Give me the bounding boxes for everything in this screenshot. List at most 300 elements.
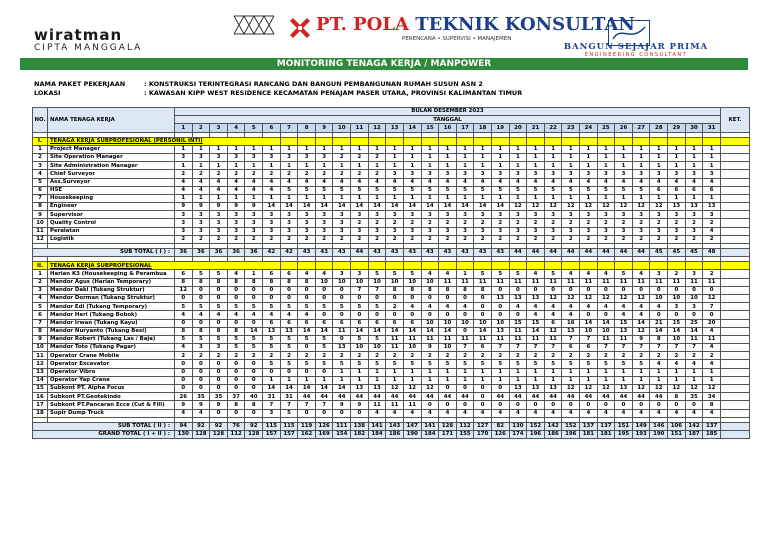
day-count: 2 — [544, 352, 562, 360]
day-count: 3 — [615, 170, 633, 178]
day-count: 1 — [386, 194, 404, 202]
day-count: 10 — [668, 335, 686, 343]
bsp-name: BANGUN SEJAJAR PRIMA — [563, 42, 709, 52]
day-count: 11 — [509, 327, 527, 335]
day-count: 3 — [298, 227, 316, 235]
day-count: 5 — [615, 360, 633, 368]
day-count: 5 — [386, 270, 404, 278]
day-count: 0 — [227, 376, 245, 384]
worker-name: Engineer — [48, 203, 175, 211]
day-count: 3 — [333, 219, 351, 227]
worker-name: Mandor Nuryanto (Tukang Besi) — [48, 327, 175, 335]
subtotal-value: 48 — [703, 249, 721, 257]
day-count: 2 — [298, 170, 316, 178]
day-header: 26 — [615, 124, 633, 132]
day-count: 5 — [403, 186, 421, 194]
day-count: 3 — [439, 211, 457, 219]
day-count: 13 — [668, 203, 686, 211]
day-count: 1 — [263, 162, 281, 170]
day-count: 0 — [175, 376, 193, 384]
grand-total-value: 155 — [456, 430, 474, 438]
day-count: 1 — [368, 376, 386, 384]
day-count: 2 — [280, 352, 298, 360]
day-count: 2 — [421, 219, 439, 227]
row-number: 4 — [33, 170, 48, 178]
row-number: 10 — [33, 219, 48, 227]
day-count: 1 — [386, 153, 404, 161]
day-count: 26 — [175, 393, 193, 401]
day-count: 2 — [527, 235, 545, 243]
day-count: 11 — [333, 327, 351, 335]
row-number: 17 — [33, 401, 48, 409]
day-count: 0 — [580, 401, 598, 409]
day-count: 1 — [456, 194, 474, 202]
day-count: 6 — [315, 319, 333, 327]
day-count: 0 — [439, 385, 457, 393]
day-count: 4 — [333, 178, 351, 186]
day-count: 44 — [650, 393, 668, 401]
day-count: 3 — [527, 170, 545, 178]
day-count: 11 — [685, 278, 703, 286]
day-count: 5 — [421, 360, 439, 368]
date-header: TANGGAL — [175, 116, 721, 124]
day-count: 4 — [562, 303, 580, 311]
section-title: TENAGA KERJA SUBPROFESIONAL (PERSONIL INTI) — [48, 137, 281, 145]
day-count: 9 — [227, 203, 245, 211]
day-count: 1 — [421, 376, 439, 384]
day-count: 3 — [580, 211, 598, 219]
day-count: 5 — [421, 186, 439, 194]
section-ket — [721, 262, 750, 270]
day-count: 0 — [509, 401, 527, 409]
row-ket — [721, 303, 750, 311]
day-count: 8 — [227, 278, 245, 286]
grand-total-value: 128 — [192, 430, 210, 438]
row-number: 9 — [33, 211, 48, 219]
day-count: 3 — [263, 153, 281, 161]
day-count: 2 — [351, 235, 369, 243]
day-count: 0 — [333, 409, 351, 417]
day-count: 12 — [175, 286, 193, 294]
day-count: 3 — [351, 211, 369, 219]
row-number: 7 — [33, 319, 48, 327]
day-count: 12 — [386, 385, 404, 393]
day-count: 0 — [227, 385, 245, 393]
day-count: 1 — [245, 270, 263, 278]
day-count: 1 — [668, 162, 686, 170]
day-count: 1 — [597, 162, 615, 170]
day-count: 9 — [632, 335, 650, 343]
row-ket — [721, 170, 750, 178]
day-count: 1 — [580, 145, 598, 153]
day-count: 1 — [544, 153, 562, 161]
day-count: 14 — [403, 203, 421, 211]
day-count: 10 — [685, 294, 703, 302]
day-count: 3 — [263, 409, 281, 417]
day-count: 0 — [597, 401, 615, 409]
day-count: 3 — [509, 211, 527, 219]
day-count: 3 — [597, 211, 615, 219]
day-count: 3 — [597, 170, 615, 178]
day-count: 12 — [703, 294, 721, 302]
section-cell — [491, 137, 509, 145]
day-count: 2 — [227, 170, 245, 178]
day-count: 10 — [333, 278, 351, 286]
day-count: 0 — [456, 401, 474, 409]
subtotal-value: 115 — [263, 422, 281, 430]
day-count: 3 — [668, 303, 686, 311]
day-count: 1 — [668, 368, 686, 376]
day-count: 2 — [597, 235, 615, 243]
day-count: 13 — [491, 294, 509, 302]
day-count: 0 — [668, 401, 686, 409]
day-count: 0 — [386, 294, 404, 302]
subtotal-value: 43 — [386, 249, 404, 257]
day-count: 2 — [597, 219, 615, 227]
row-number: 2 — [33, 153, 48, 161]
day-header: 31 — [703, 124, 721, 132]
day-count: 4 — [544, 178, 562, 186]
day-count: 2 — [245, 170, 263, 178]
day-count: 4 — [175, 311, 193, 319]
subtotal-value: 45 — [668, 249, 686, 257]
day-count: 1 — [333, 162, 351, 170]
day-count: 10 — [368, 278, 386, 286]
day-count: 14 — [403, 327, 421, 335]
day-count: 10 — [403, 278, 421, 286]
day-count: 3 — [685, 211, 703, 219]
day-count: 1 — [509, 194, 527, 202]
day-count: 0 — [544, 286, 562, 294]
day-count: 5 — [580, 360, 598, 368]
day-count: 0 — [280, 368, 298, 376]
grand-total-value: 182 — [351, 430, 369, 438]
day-count: 0 — [632, 401, 650, 409]
day-count: 3 — [210, 219, 228, 227]
section-cell — [421, 262, 439, 270]
grand-total-row — [33, 430, 750, 438]
day-count: 4 — [439, 303, 457, 311]
grand-total-value: 157 — [263, 430, 281, 438]
day-count: 11 — [597, 278, 615, 286]
day-count: 0 — [315, 368, 333, 376]
day-count: 4 — [280, 178, 298, 186]
day-count: 12 — [650, 385, 668, 393]
day-count: 12 — [403, 385, 421, 393]
day-count: 5 — [597, 360, 615, 368]
subtotal-value: 36 — [210, 249, 228, 257]
day-count: 5 — [298, 303, 316, 311]
day-count: 7 — [668, 344, 686, 352]
day-count: 13 — [333, 344, 351, 352]
day-count: 3 — [351, 270, 369, 278]
day-count: 0 — [456, 311, 474, 319]
day-count: 11 — [632, 278, 650, 286]
day-count: 0 — [298, 286, 316, 294]
day-count: 11 — [615, 278, 633, 286]
day-count: 20 — [703, 319, 721, 327]
day-count: 14 — [421, 203, 439, 211]
day-count: 1 — [580, 162, 598, 170]
day-count: 3 — [245, 153, 263, 161]
day-count: 3 — [315, 211, 333, 219]
day-count: 5 — [298, 360, 316, 368]
section-cell — [597, 262, 615, 270]
day-count: 1 — [509, 376, 527, 384]
day-count: 1 — [456, 270, 474, 278]
row-ket — [721, 368, 750, 376]
day-count: 0 — [615, 401, 633, 409]
day-count: 2 — [263, 352, 281, 360]
table-row — [33, 393, 750, 401]
day-count: 2 — [685, 235, 703, 243]
day-count: 5 — [280, 186, 298, 194]
row-ket — [721, 194, 750, 202]
row-ket — [721, 235, 750, 243]
row-number: 1 — [33, 145, 48, 153]
worker-name: Mandor Edi (Tukang Temporary) — [48, 303, 175, 311]
day-count: 2 — [245, 352, 263, 360]
day-count: 10 — [403, 344, 421, 352]
day-count: 3 — [597, 227, 615, 235]
day-count: 2 — [315, 235, 333, 243]
day-count: 4 — [263, 186, 281, 194]
day-count: 4 — [703, 409, 721, 417]
day-count: 13 — [703, 203, 721, 211]
day-count: 14 — [439, 203, 457, 211]
red-cross-logo-icon — [290, 18, 310, 38]
day-count: 1 — [245, 145, 263, 153]
day-count: 0 — [351, 409, 369, 417]
day-count: 3 — [403, 211, 421, 219]
subtotal-value: 43 — [298, 249, 316, 257]
day-count: 7 — [351, 286, 369, 294]
day-count: 4 — [439, 178, 457, 186]
day-count: 2 — [632, 235, 650, 243]
day-count: 1 — [210, 162, 228, 170]
day-count: 2 — [192, 170, 210, 178]
day-count: 1 — [263, 145, 281, 153]
day-count: 14 — [315, 327, 333, 335]
section-cell — [333, 137, 351, 145]
day-count: 0 — [245, 368, 263, 376]
grand-total-value: 128 — [210, 430, 228, 438]
day-count: 7 — [491, 344, 509, 352]
day-count: 13 — [263, 327, 281, 335]
day-count: 2 — [333, 352, 351, 360]
day-count: 4 — [192, 186, 210, 194]
day-count: 1 — [368, 162, 386, 170]
day-count: 5 — [456, 360, 474, 368]
day-count: 2 — [509, 235, 527, 243]
day-count: 4 — [315, 178, 333, 186]
subtotal-value: 44 — [580, 249, 598, 257]
day-count: 15 — [668, 319, 686, 327]
day-count: 2 — [491, 352, 509, 360]
day-count: 1 — [650, 145, 668, 153]
day-count: 5 — [333, 186, 351, 194]
day-count: 4 — [527, 409, 545, 417]
day-count: 6 — [544, 319, 562, 327]
day-count: 0 — [192, 385, 210, 393]
day-count: 4 — [562, 409, 580, 417]
section-cell — [386, 137, 404, 145]
day-count: 5 — [192, 335, 210, 343]
table-row — [33, 145, 750, 153]
section-cell — [456, 137, 474, 145]
grand-total-value: 170 — [474, 430, 492, 438]
day-count: 0 — [403, 311, 421, 319]
section-cell — [597, 137, 615, 145]
subtotal-value: 147 — [403, 422, 421, 430]
day-count: 1 — [280, 162, 298, 170]
day-count: 1 — [263, 376, 281, 384]
section-cell — [280, 137, 298, 145]
day-count: 1 — [280, 194, 298, 202]
day-count: 0 — [280, 286, 298, 294]
day-count: 4 — [456, 409, 474, 417]
grand-total-value: 190 — [650, 430, 668, 438]
day-count: 5 — [263, 303, 281, 311]
subtotal-value: 141 — [421, 422, 439, 430]
day-count: 0 — [315, 286, 333, 294]
day-count: 0 — [650, 286, 668, 294]
day-count: 0 — [403, 294, 421, 302]
day-count: 10 — [650, 294, 668, 302]
day-count: 1 — [351, 194, 369, 202]
day-count: 5 — [439, 360, 457, 368]
subtotal-value: 36 — [245, 249, 263, 257]
day-count: 4 — [685, 409, 703, 417]
day-count: 0 — [562, 286, 580, 294]
table-row — [33, 368, 750, 376]
day-count: 3 — [668, 211, 686, 219]
worker-name: Subkont PT.Pancaran Ecce (Cut & Fill) — [48, 401, 175, 409]
day-count: 1 — [175, 162, 193, 170]
day-count: 3 — [245, 227, 263, 235]
day-count: 2 — [685, 352, 703, 360]
day-count: 1 — [580, 368, 598, 376]
day-count: 12 — [597, 385, 615, 393]
day-count: 14 — [597, 319, 615, 327]
day-count: 7 — [527, 344, 545, 352]
day-count: 1 — [632, 145, 650, 153]
day-count: 12 — [544, 294, 562, 302]
section-header-row — [33, 137, 750, 145]
day-count: 4 — [298, 270, 316, 278]
day-count: 5 — [632, 186, 650, 194]
day-count: 3 — [192, 219, 210, 227]
wiratman-logo — [34, 28, 142, 53]
day-count: 1 — [685, 368, 703, 376]
day-count: 3 — [439, 227, 457, 235]
day-count: 11 — [421, 335, 439, 343]
day-count: 0 — [474, 401, 492, 409]
day-count: 8 — [298, 278, 316, 286]
day-count: 4 — [615, 178, 633, 186]
day-count: 1 — [597, 153, 615, 161]
subtotal-value: 82 — [491, 422, 509, 430]
section-cell — [632, 262, 650, 270]
day-count: 4 — [668, 360, 686, 368]
day-count: 0 — [421, 401, 439, 409]
subtotal-ket — [721, 422, 750, 430]
day-count: 5 — [263, 360, 281, 368]
table-row — [33, 385, 750, 393]
day-count: 4 — [245, 311, 263, 319]
day-count: 44 — [562, 393, 580, 401]
day-count: 1 — [474, 162, 492, 170]
worker-name: Site Administration Manager — [48, 162, 175, 170]
day-count: 13 — [544, 385, 562, 393]
day-count: 0 — [491, 286, 509, 294]
day-count: 44 — [298, 393, 316, 401]
day-count: 2 — [703, 219, 721, 227]
table-row — [33, 278, 750, 286]
day-count: 16 — [562, 319, 580, 327]
day-count: 0 — [245, 286, 263, 294]
day-count: 13 — [562, 327, 580, 335]
day-count: 35 — [192, 393, 210, 401]
day-count: 5 — [227, 303, 245, 311]
day-count: 8 — [227, 401, 245, 409]
day-count: 1 — [315, 145, 333, 153]
day-count: 1 — [509, 368, 527, 376]
day-count: 5 — [474, 186, 492, 194]
day-count: 12 — [544, 327, 562, 335]
day-count: 11 — [456, 335, 474, 343]
day-count: 1 — [315, 194, 333, 202]
subtotal-value: 94 — [175, 422, 193, 430]
day-count: 5 — [351, 303, 369, 311]
table-row — [33, 170, 750, 178]
subtotal-value: 152 — [527, 422, 545, 430]
day-count: 1 — [421, 145, 439, 153]
day-count: 11 — [456, 278, 474, 286]
day-count: 1 — [280, 376, 298, 384]
day-count: 10 — [439, 344, 457, 352]
grand-total-value: 196 — [527, 430, 545, 438]
day-count: 12 — [632, 294, 650, 302]
bangun-sejajar-logo — [536, 20, 736, 58]
day-count: 3 — [227, 153, 245, 161]
day-count: 0 — [580, 311, 598, 319]
section-ket — [721, 137, 750, 145]
day-count: 2 — [456, 235, 474, 243]
day-count: 0 — [263, 368, 281, 376]
day-count: 0 — [298, 294, 316, 302]
day-count: 10 — [386, 278, 404, 286]
day-count: 11 — [491, 278, 509, 286]
day-count: 5 — [527, 186, 545, 194]
day-count: 1 — [368, 194, 386, 202]
grand-total-value: 186 — [386, 430, 404, 438]
day-count: 5 — [315, 335, 333, 343]
day-count: 1 — [386, 376, 404, 384]
day-count: 1 — [474, 145, 492, 153]
day-count: 11 — [703, 278, 721, 286]
section-cell — [333, 262, 351, 270]
day-count: 0 — [333, 335, 351, 343]
day-count: 12 — [562, 385, 580, 393]
day-header: 9 — [315, 124, 333, 132]
day-count: 2 — [333, 235, 351, 243]
day-count: 5 — [333, 303, 351, 311]
day-count: 2 — [421, 352, 439, 360]
day-count: 2 — [368, 235, 386, 243]
day-count: 9 — [210, 203, 228, 211]
subtotal-value: 149 — [632, 422, 650, 430]
